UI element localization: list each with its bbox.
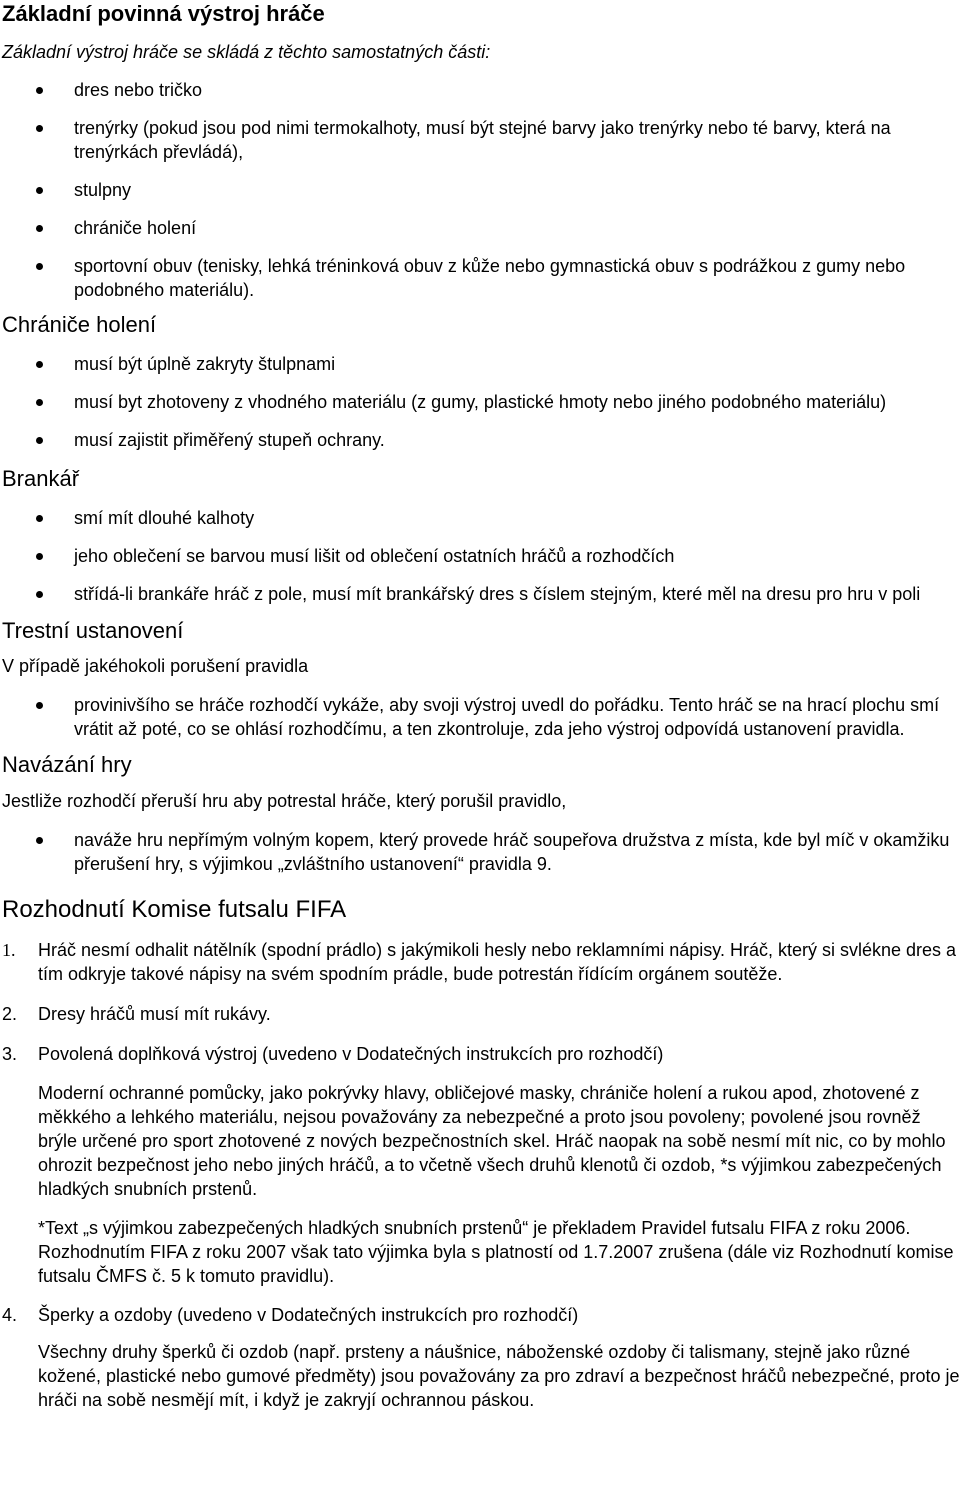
list-item: musí byt zhotoveny z vhodného materiálu (z gumy, plastické hmoty nebo jiného podobného materiálu)	[0, 390, 960, 414]
page-title: Základní povinná výstroj hráče	[2, 1, 325, 26]
list-item: jeho oblečení se barvou musí lišit od oblečení ostatních hráčů a rozhodčích	[0, 544, 960, 568]
list-item: musí zajistit přiměřený stupeň ochrany.	[0, 428, 960, 452]
decision-text: Povolená doplňková výstroj (uvedeno v Dodatečných instrukcích pro rozhodčí)	[38, 1044, 664, 1064]
shin-guards-list	[0, 352, 960, 452]
item-number: 1.	[2, 940, 16, 960]
section-heading-decisions: Rozhodnutí Komise futsalu FIFA	[2, 896, 347, 923]
decision-text: Šperky a ozdoby (uvedeno v Dodatečných instrukcích pro rozhodčí)	[38, 1305, 579, 1325]
item-number: 2.	[2, 1004, 18, 1024]
list-item: trenýrky (pokud jsou pod nimi termokalhoty, musí být stejné barvy jako trenýrky nebo té barvy, která na trenýrkách převládá),	[0, 116, 960, 164]
decision-item	[0, 1002, 960, 1026]
decision-text: Hráč nesmí odhalit nátělník (spodní prádlo) s jakýmikoli hesly nebo reklamními nápisy. Hráč, který si svlékne dres a tím odkryje takové nápisy na svém spodním prádle, bude potrestán řídícím orgánem soutěže.	[38, 940, 957, 984]
penalty-list	[0, 693, 960, 741]
list-item: sportovní obuv (tenisky, lehká tréninková obuv z kůže nebo gymnastická obuv s podrážkou z gumy nebo podobného materiálu).	[0, 254, 960, 302]
decision-text: Dresy hráčů musí mít rukávy.	[38, 1004, 271, 1024]
list-item: provinivšího se hráče rozhodčí vykáže, aby svoji výstroj uvedl do pořádku. Tento hráč se na hrací plochu smí vrátit až poté, co se ohlásí rozhodčímu, a ten zkontroluje, zda jeho výstroj odpovídá ustanovení pravidla.	[0, 693, 960, 741]
decisions-list	[0, 938, 960, 1412]
list-item: dres nebo tričko	[0, 78, 960, 102]
penalty-intro: V případě jakéhokoli porušení pravidla	[2, 656, 309, 676]
decision-item	[0, 1303, 960, 1412]
list-item: musí být úplně zakryty štulpnami	[0, 352, 960, 376]
item-number: 4.	[2, 1305, 18, 1325]
item-number: 3.	[2, 1044, 18, 1064]
goalkeeper-list	[0, 506, 960, 606]
list-item: střídá-li brankáře hráč z pole, musí mít brankářský dres s číslem stejným, které měl na dresu pro hru v poli	[0, 582, 960, 606]
list-item: naváže hru nepřímým volným kopem, který provede hráč soupeřova družstva z místa, kde byl míč v okamžiku přerušení hry, s výjimkou „zvláštního ustanovení“ pravidla 9.	[0, 828, 960, 876]
section-heading-penalty: Trestní ustanovení	[2, 618, 184, 643]
list-item: smí mít dlouhé kalhoty	[0, 506, 960, 530]
basic-equipment-list	[0, 78, 960, 302]
section-heading-goalkeeper: Brankář	[2, 466, 80, 491]
decision-paragraph: *Text „s výjimkou zabezpečených hladkých snubních prstenů“ je překladem Pravidel futsalu FIFA z roku 2006. Rozhodnutím FIFA z roku 2007 však tato výjimka byla s platností od 1.7.2007 zrušena (dále viz Rozhodnutí komise futsalu ČMFS č. 5 k tomuto pravidlu).	[38, 1218, 954, 1286]
decision-item	[0, 1042, 960, 1288]
restart-intro: Jestliže rozhodčí přeruší hru aby potrestal hráče, který porušil pravidlo,	[2, 791, 567, 811]
restart-list	[0, 828, 960, 876]
decision-paragraph: Moderní ochranné pomůcky, jako pokrývky hlavy, obličejové masky, chrániče holení a rukou apod, zhotovené z měkkého a lehkého materiálu, nejsou považovány za nebezpečné a proto jsou povoleny; povolené jsou rovněž brýle určené pro sport zhotovené z nových bezpečnostních skel. Hráč naopak na sobě nesmí mít nic, co by mohlo ohrozit bezpečnost jeho nebo jiných hráčů, a to včetně všech druhů klenotů či ozdob, *s výjimkou zabezpečených hladkých snubních prstenů.	[38, 1083, 946, 1199]
section-heading-shin-guards: Chrániče holení	[2, 312, 157, 337]
list-item: chrániče holení	[0, 216, 960, 240]
section-heading-restart: Navázání hry	[2, 752, 132, 777]
intro-text: Základní výstroj hráče se skládá z těchto samostatných části:	[2, 42, 491, 62]
decision-item	[0, 938, 960, 986]
list-item: stulpny	[0, 178, 960, 202]
decision-paragraph: Všechny druhy šperků či ozdob (např. prsteny a náušnice, náboženské ozdoby či talismany, stejně jako různé kožené, plastické nebo gumové předměty) jsou považovány za pro zdraví a bezpečnost hráčů nebezpečné, proto je hráči na sobě nesmějí mít, i když je zakryjí ochrannou páskou.	[38, 1342, 960, 1410]
